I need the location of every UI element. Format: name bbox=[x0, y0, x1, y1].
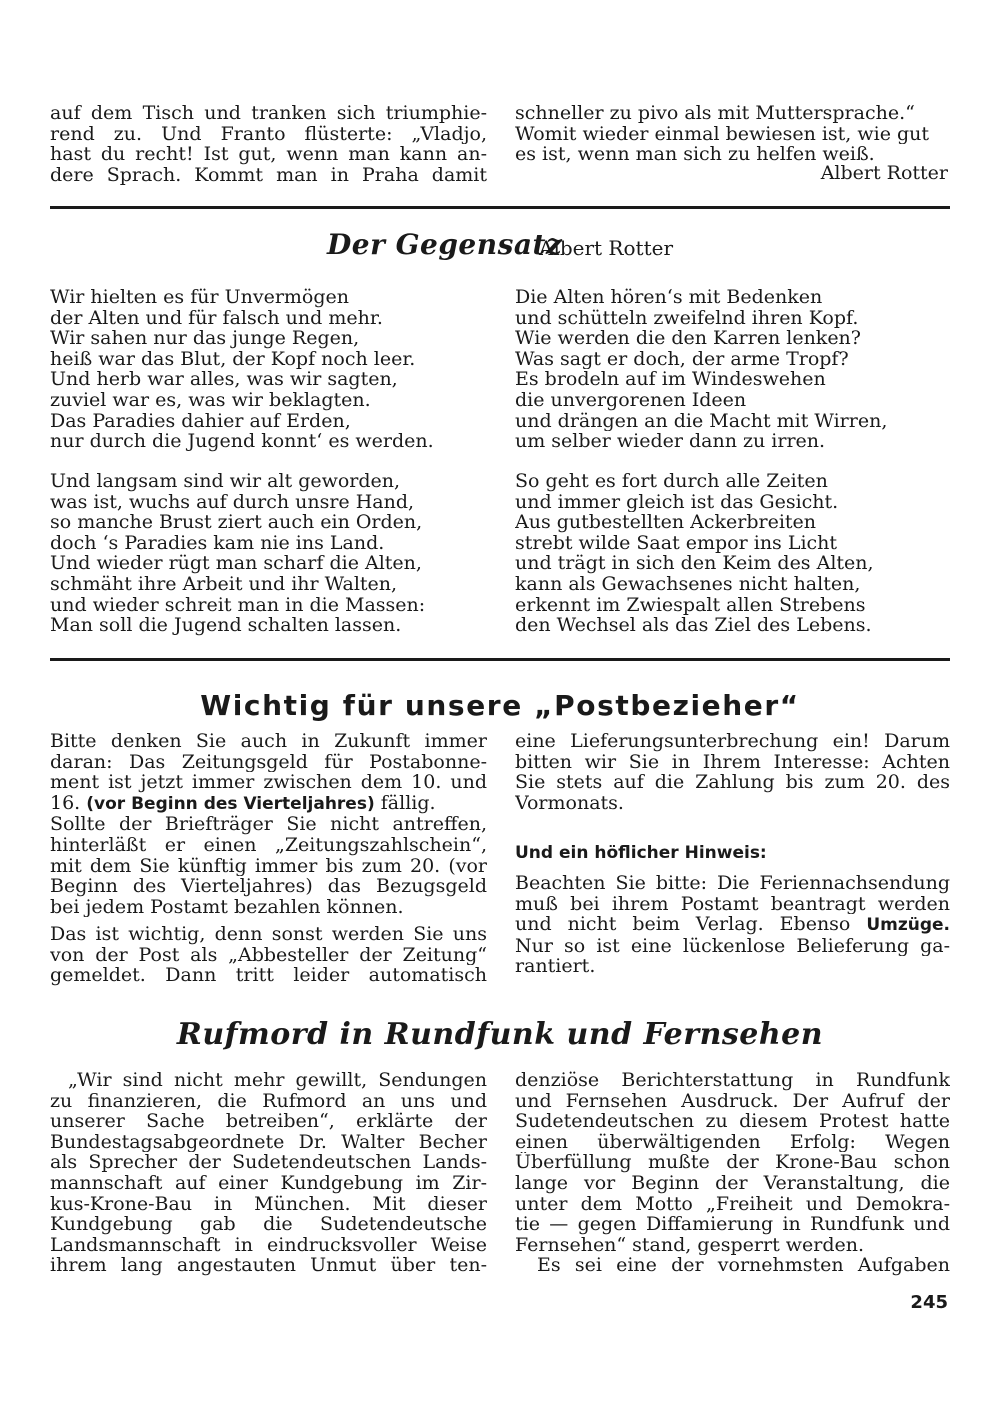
poem-line: und schütteln zweifelnd ihren Kopf. bbox=[515, 307, 859, 329]
top-right-column bbox=[515, 103, 950, 165]
text-line: Es sei eine der vornehmsten Aufgaben bbox=[537, 1255, 950, 1276]
text-line: Beachten Sie bitte: Die Feriennachsendung bbox=[515, 873, 950, 894]
text-line: Sudetendeutschen zu diesem Protest hatte bbox=[515, 1111, 950, 1132]
poem-line: und trägt in sich den Keim des Alten, bbox=[515, 553, 874, 574]
text-line: Überfüllung mußte der Krone-Bau schon bbox=[515, 1152, 950, 1173]
poem-line: Und wieder rügt man scharf die Alten, bbox=[50, 553, 422, 574]
text-line: und Fernsehen Ausdruck. Der Aufruf der bbox=[515, 1090, 950, 1112]
text-line bbox=[50, 793, 487, 815]
text-line: einen überwältigenden Erfolg: Wegen bbox=[515, 1131, 950, 1153]
text-line: dere Sprach. Kommt man in Praha damit bbox=[50, 164, 487, 186]
poem-line: Wir sahen nur das junge Regen, bbox=[50, 328, 360, 349]
poem-line: erkennt im Zwiespalt allen Strebens bbox=[515, 594, 866, 616]
poem-title: Der Gegensatz bbox=[327, 228, 563, 261]
text-line: Sie stets auf die Zahlung bis zum 20. des bbox=[515, 772, 950, 793]
poem-line: Es brodeln auf im Windeswehen bbox=[515, 369, 826, 390]
text-line: Das ist wichtig, denn sonst werden Sie uns bbox=[50, 924, 487, 945]
bold-text: Umzüge. bbox=[866, 915, 950, 936]
poem-line: die unvergorenen Ideen bbox=[515, 389, 747, 411]
text-line: Sollte der Briefträger Sie nicht antreffen, bbox=[50, 814, 487, 835]
text-line: hast du recht! Ist gut, wenn man kann an- bbox=[50, 144, 487, 165]
text-line: Fernsehen“ stand, gesperrt werden. bbox=[515, 1234, 865, 1256]
post-right-column bbox=[515, 731, 950, 813]
poem-author: Albert Rotter bbox=[539, 236, 674, 260]
text-line: Womit wieder einmal bewiesen ist, wie gut bbox=[515, 123, 930, 145]
text-line: zu finanzieren, die Rufmord an uns und bbox=[50, 1090, 487, 1112]
top-signature: Albert Rotter bbox=[820, 162, 948, 184]
text-line: mit dem Sie künftig immer bis zum 20. (vor bbox=[50, 855, 487, 877]
poem-line: den Wechsel als das Ziel des Lebens. bbox=[515, 615, 872, 636]
text-line: „Wir sind nicht mehr gewillt, Sendungen bbox=[68, 1070, 487, 1091]
post-notice-title: Wichtig für unsere „Postbezieher“ bbox=[200, 689, 800, 722]
poem-line: was ist, wuchs auf durch unsre Hand, bbox=[50, 491, 415, 513]
post-left-column bbox=[50, 731, 487, 917]
text-line: lange vor Beginn der Veranstaltung, die bbox=[515, 1172, 950, 1194]
text-line: Landsmannschaft in eindrucksvoller Weise bbox=[50, 1234, 487, 1256]
poem-line: kann als Gewachsenes nicht halten, bbox=[515, 573, 861, 595]
text-line: ihrem lang angestauten Unmut über ten- bbox=[50, 1255, 487, 1276]
text-line bbox=[515, 914, 950, 936]
text-line: bitten wir Sie in Ihrem Interesse: Achten bbox=[515, 751, 950, 773]
poem-line: und wieder schreit man in die Massen: bbox=[50, 594, 426, 616]
poem-line: schmäht ihre Arbeit und ihr Walten, bbox=[50, 573, 398, 595]
text-line: denziöse Berichterstattung in Rundfunk bbox=[515, 1070, 950, 1091]
poem-line: doch ‘s Paradies kam nie ins Land. bbox=[50, 532, 385, 554]
text-line: gemeldet. Dann tritt leider automatisch bbox=[50, 965, 487, 986]
text-line: mannschaft auf einer Kundgebung im Zir- bbox=[50, 1172, 487, 1194]
text-line: als Sprecher der Sudetendeutschen Lands- bbox=[50, 1152, 487, 1173]
rufmord-title: Rufmord in Rundfunk und Fernsehen bbox=[176, 1017, 824, 1052]
text-line: rantiert. bbox=[515, 956, 596, 977]
poem-line: der Alten und für falsch und mehr. bbox=[50, 307, 383, 329]
poem-line: Und langsam sind wir alt geworden, bbox=[50, 471, 401, 492]
text-line: von der Post als „Abbesteller der Zeitung“ bbox=[50, 944, 487, 966]
text-run: fällig. bbox=[374, 792, 436, 814]
text-line: Kundgebung gab die Sudetendeutsche bbox=[50, 1214, 487, 1235]
text-line: es ist, wenn man sich zu helfen weiß. bbox=[515, 144, 875, 165]
poem-line: und immer gleich ist das Gesicht. bbox=[515, 491, 839, 513]
text-line: bei jedem Postamt bezahlen können. bbox=[50, 896, 404, 918]
poem-left-stanza-2 bbox=[50, 471, 487, 636]
text-line: ment ist jetzt immer zwischen dem 10. und bbox=[50, 772, 487, 793]
poem-line: strebt wilde Saat empor ins Licht bbox=[515, 532, 838, 554]
text-line: Bundestagsabgeordnete Dr. Walter Becher bbox=[50, 1131, 487, 1153]
text-line: rend zu. Und Franto flüsterte: „Vladjo, bbox=[50, 123, 487, 145]
text-line: daran: Das Zeitungsgeld für Postabonne- bbox=[50, 751, 487, 773]
text-line: Vormonats. bbox=[515, 792, 624, 814]
poem-line: nur durch die Jugend konnt‘ es werden. bbox=[50, 431, 434, 452]
poem-line: So geht es fort durch alle Zeiten bbox=[515, 471, 828, 492]
text-line: tie — gegen Diffamierung in Rundfunk und bbox=[515, 1214, 950, 1235]
text-line: hinterläßt er einen „Zeitungszahlschein“, bbox=[50, 834, 487, 856]
text-line: muß bei ihrem Postamt beantragt werden bbox=[515, 893, 950, 915]
post-left-para-3 bbox=[50, 924, 487, 986]
poem-line: Das Paradies dahier auf Erden, bbox=[50, 410, 351, 432]
text-line: unserer Sache betreiben“, erklärte der bbox=[50, 1111, 487, 1132]
text-line: Nur so ist eine lückenlose Belieferung ga- bbox=[515, 935, 950, 957]
rufmord-right-column bbox=[515, 1070, 950, 1276]
text-line: unter dem Motto „Freiheit und Demokra- bbox=[515, 1193, 950, 1215]
poem-line: um selber wieder dann zu irren. bbox=[515, 431, 826, 452]
poem-line: Die Alten hören‘s mit Bedenken bbox=[515, 287, 823, 308]
text-line: Bitte denken Sie auch in Zukunft immer bbox=[50, 731, 487, 752]
poem-right-column bbox=[515, 287, 950, 452]
text-line: Beginn des Vierteljahres) das Bezugsgeld bbox=[50, 876, 487, 897]
poem-line: Aus gutbestellten Ackerbreiten bbox=[515, 512, 817, 533]
section-divider bbox=[50, 206, 950, 209]
text-run: und nicht beim Verlag. Ebenso bbox=[515, 914, 867, 936]
bold-text: (vor Beginn des Vierteljahres) bbox=[86, 793, 375, 814]
section-divider bbox=[50, 658, 950, 661]
poem-line: Wir hielten es für Unvermögen bbox=[50, 287, 350, 308]
text-run: 16. bbox=[50, 792, 87, 814]
poem-line: Was sagt er doch, der arme Tropf? bbox=[515, 348, 849, 370]
poem-left-column bbox=[50, 287, 487, 452]
page-number: 245 bbox=[910, 1292, 948, 1313]
rufmord-left-column bbox=[50, 1070, 487, 1276]
poem-line: Wie werden die den Karren lenken? bbox=[515, 328, 861, 349]
text-line: kus-Krone-Bau in München. Mit dieser bbox=[50, 1193, 487, 1215]
post-subheading: Und ein höflicher Hinweis: bbox=[515, 843, 767, 863]
poem-right-stanza-2 bbox=[515, 471, 950, 636]
text-line: auf dem Tisch und tranken sich triumphie- bbox=[50, 103, 487, 124]
poem-line: Man soll die Jugend schalten lassen. bbox=[50, 615, 402, 636]
poem-line: Und herb war alles, was wir sagten, bbox=[50, 369, 398, 390]
poem-line: so manche Brust ziert auch ein Orden, bbox=[50, 512, 423, 533]
text-line: schneller zu pivo als mit Muttersprache.“ bbox=[515, 103, 915, 124]
poem-line: und drängen an die Macht mit Wirren, bbox=[515, 410, 888, 432]
poem-line: zuviel war es, was wir beklagten. bbox=[50, 389, 371, 411]
text-line: eine Lieferungsunterbrechung ein! Darum bbox=[515, 731, 950, 752]
post-right-para-2 bbox=[515, 873, 950, 977]
top-left-column bbox=[50, 103, 487, 185]
poem-line: heiß war das Blut, der Kopf noch leer. bbox=[50, 348, 416, 370]
